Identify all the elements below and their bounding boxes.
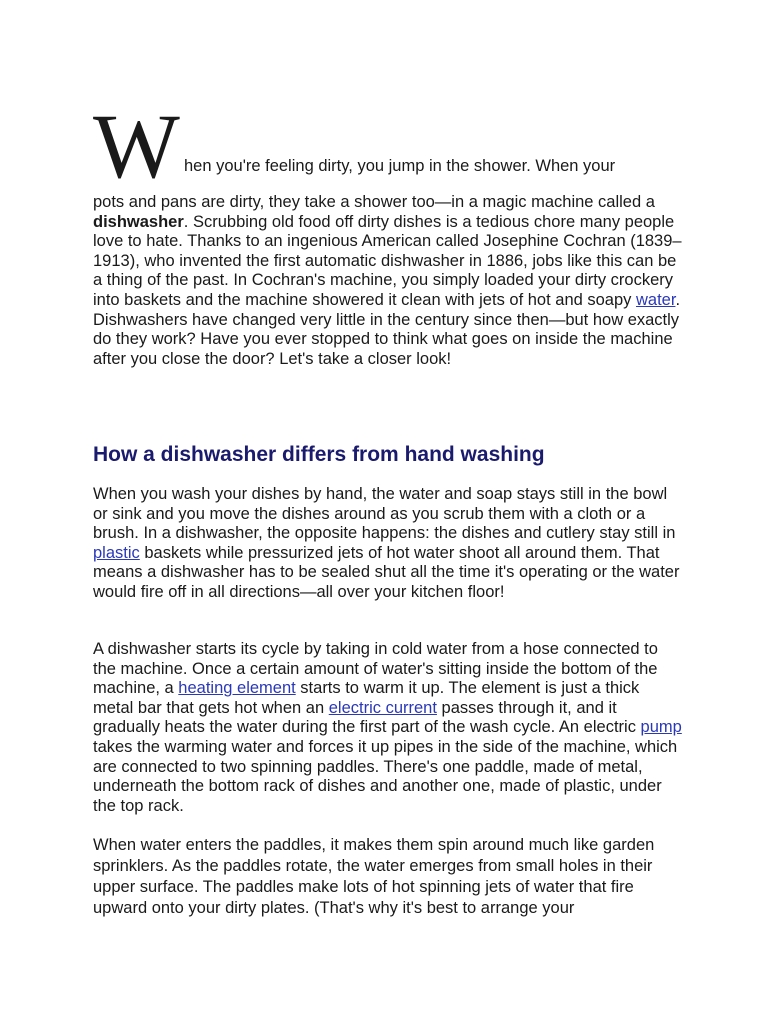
paragraph-paddles: When water enters the paddles, it makes them spin around much like garden sprinklers. As the paddles rotate, the water emerges from small holes in their upper surface. The paddles make lots of hot spinning jets of water that fire upward onto your dirty plates. (That's why it's best to arrange your: [93, 836, 655, 917]
intro-text-2: . Scrubbing old food off dirty dishes is a tedious chore many people love to hate. Thanks to an ingenious American called Josephine Cochran (1839–1913), who invented the first automatic dishwasher in 1886, jobs like this can be a thing of the past. In Cochran's machine, you simply loaded your dirty crockery into baskets and the machine showered it clean with jets of hot and soapy: [93, 212, 682, 309]
intro-text-3: . Dishwashers have changed very little in the century since then—but how exactly do they work? Have you ever stopped to think what goes on inside the machine after you close the door? Let's take a closer look!: [93, 290, 681, 368]
p3-text-3: passes through it, and it gradually heats the water during the first part of the wash cycle. An electric: [93, 698, 641, 737]
intro-paragraph: [93, 193, 683, 369]
p2-text-1: When you wash your dishes by hand, the water and soap stays still in the bowl or sink and you move the dishes around as you scrub them with a cloth or a brush. In a dishwasher, the opposite happens: the dishes and cutlery stay still in: [93, 485, 676, 543]
p3-text-2: starts to warm it up. The element is just a thick metal bar that gets hot when an: [93, 679, 640, 717]
p2-text-2: baskets while pressurized jets of hot water shoot all around them. That means a dishwasher has to be sealed shut all the time it's operating or the water would fire off in all directions—all over your kitchen floor!: [93, 543, 680, 601]
section-heading: How a dishwasher differs from hand washing: [93, 443, 545, 466]
first-line-text: hen you're feeling dirty, you jump in the shower. When your: [184, 157, 616, 175]
electric-current-link[interactable]: electric current: [328, 698, 437, 717]
dishwasher-term: dishwasher: [93, 212, 184, 231]
paragraph-cycle: [93, 640, 683, 816]
heating-element-link[interactable]: heating element: [178, 679, 296, 698]
intro-text-1: pots and pans are dirty, they take a shower too—in a magic machine called a: [93, 193, 655, 211]
p3-text-4: takes the warming water and forces it up pipes in the side of the machine, which are connected to two spinning paddles. There's one paddle, made of metal, underneath the bottom rack of dishes and another one, made of plastic, under the top rack.: [93, 737, 678, 815]
pump-link[interactable]: pump: [640, 718, 682, 737]
plastic-link[interactable]: plastic: [93, 543, 140, 562]
dropcap-letter: W: [93, 95, 180, 197]
paragraph-hand-washing: [93, 485, 683, 603]
water-link[interactable]: water: [636, 290, 676, 309]
p3-text-1: A dishwasher starts its cycle by taking in cold water from a hose connected to the machine. Once a certain amount of water's sitting inside the bottom of the machine, a: [93, 640, 658, 698]
